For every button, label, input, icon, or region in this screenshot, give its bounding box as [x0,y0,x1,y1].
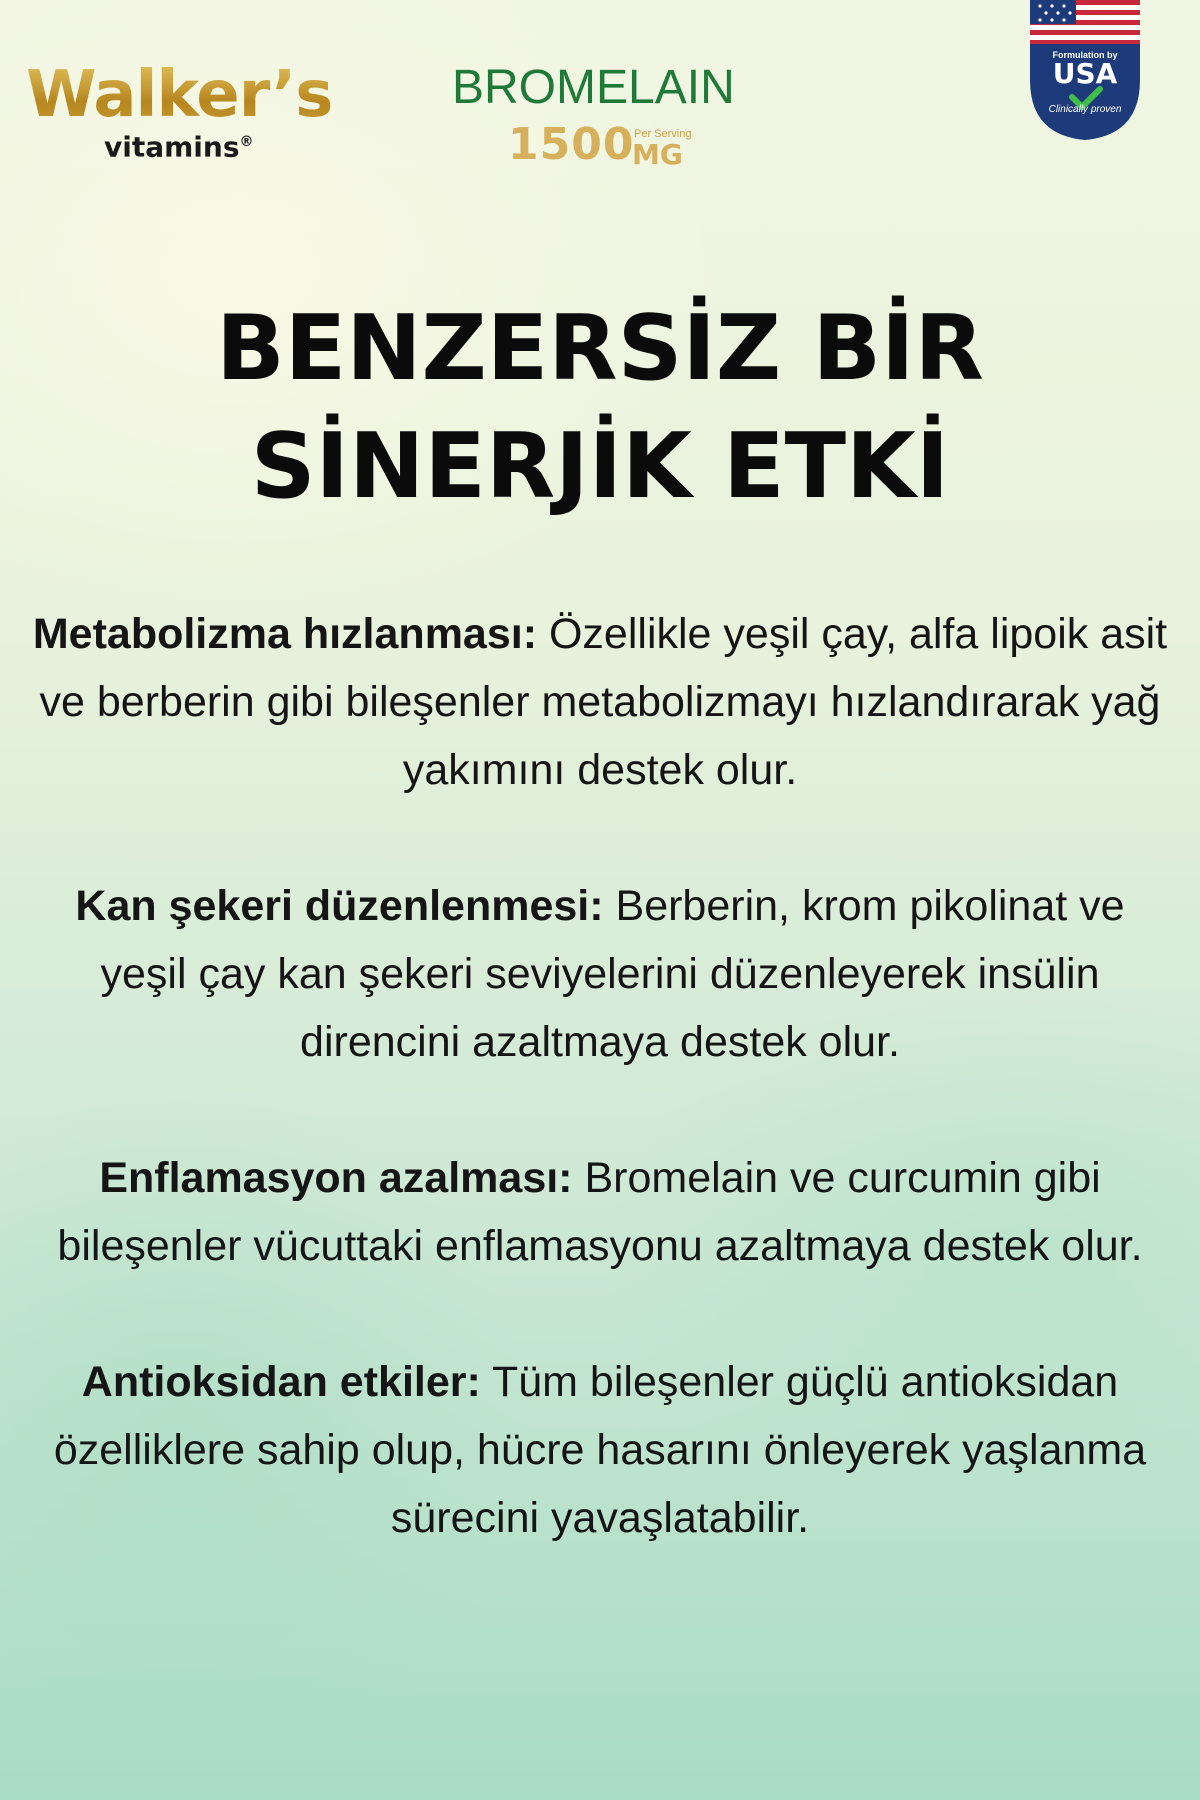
benefit-list [30,600,1170,1620]
benefit-text: Özellikle yeşil çay, alfa lipoik asit ve berberin gibi bileşenler metabolizmayı hızlandırarak yağ yakımını destek olur. [39,610,1168,794]
benefit-text: Berberin, krom pikolinat ve yeşil çay kan şekeri seviyelerini düzenleyerek insülin direncini azaltmaya destek olur. [100,882,1125,1066]
product-serving: Per Serving [634,128,692,140]
brand-sub [104,126,254,163]
brand-sub-text: vitamins [104,130,240,164]
product-unit: MG [632,138,683,171]
brand-name: Walker’s [26,58,333,132]
benefit-blood-sugar [30,872,1170,1076]
badge-usa-text: USA [1052,57,1118,90]
product-name: BROMELAIN [452,61,735,114]
title-line-1: BENZERSİZ BİR [216,296,984,401]
benefit-text: Tüm bileşenler güçlü antioksidan özelliklere sahip olup, hücre hasarını önleyerek yaşlanma sürecini yavaşlatabilir. [53,1358,1147,1542]
benefit-title: Kan şekeri düzenlenmesi: [75,882,604,930]
benefit-title: Enflamasyon azalması: [99,1154,573,1202]
badge-small-text: Formulation by [1052,50,1118,60]
page-title [0,290,1200,526]
product-label [448,60,768,170]
benefit-text: Bromelain ve curcumin gibi bileşenler vücuttaki enflamasyonu azaltmaya destek olur. [57,1154,1143,1270]
registered-mark: ® [239,134,254,150]
benefit-metabolism [30,600,1170,804]
us-flag-icon [1030,0,1140,44]
brand-logo [26,58,346,164]
benefit-inflammation [30,1144,1170,1280]
badge-arc-text: Clinically proven [1048,104,1122,115]
usa-formulation-badge [1030,0,1140,140]
title-line-2: SİNERJİK ETKİ [250,414,950,519]
product-dose: 1500 [508,119,635,170]
benefit-title: Metabolizma hızlanması: [32,610,538,658]
benefit-antioxidant [30,1348,1170,1552]
benefit-title: Antioksidan etkiler: [81,1358,481,1406]
